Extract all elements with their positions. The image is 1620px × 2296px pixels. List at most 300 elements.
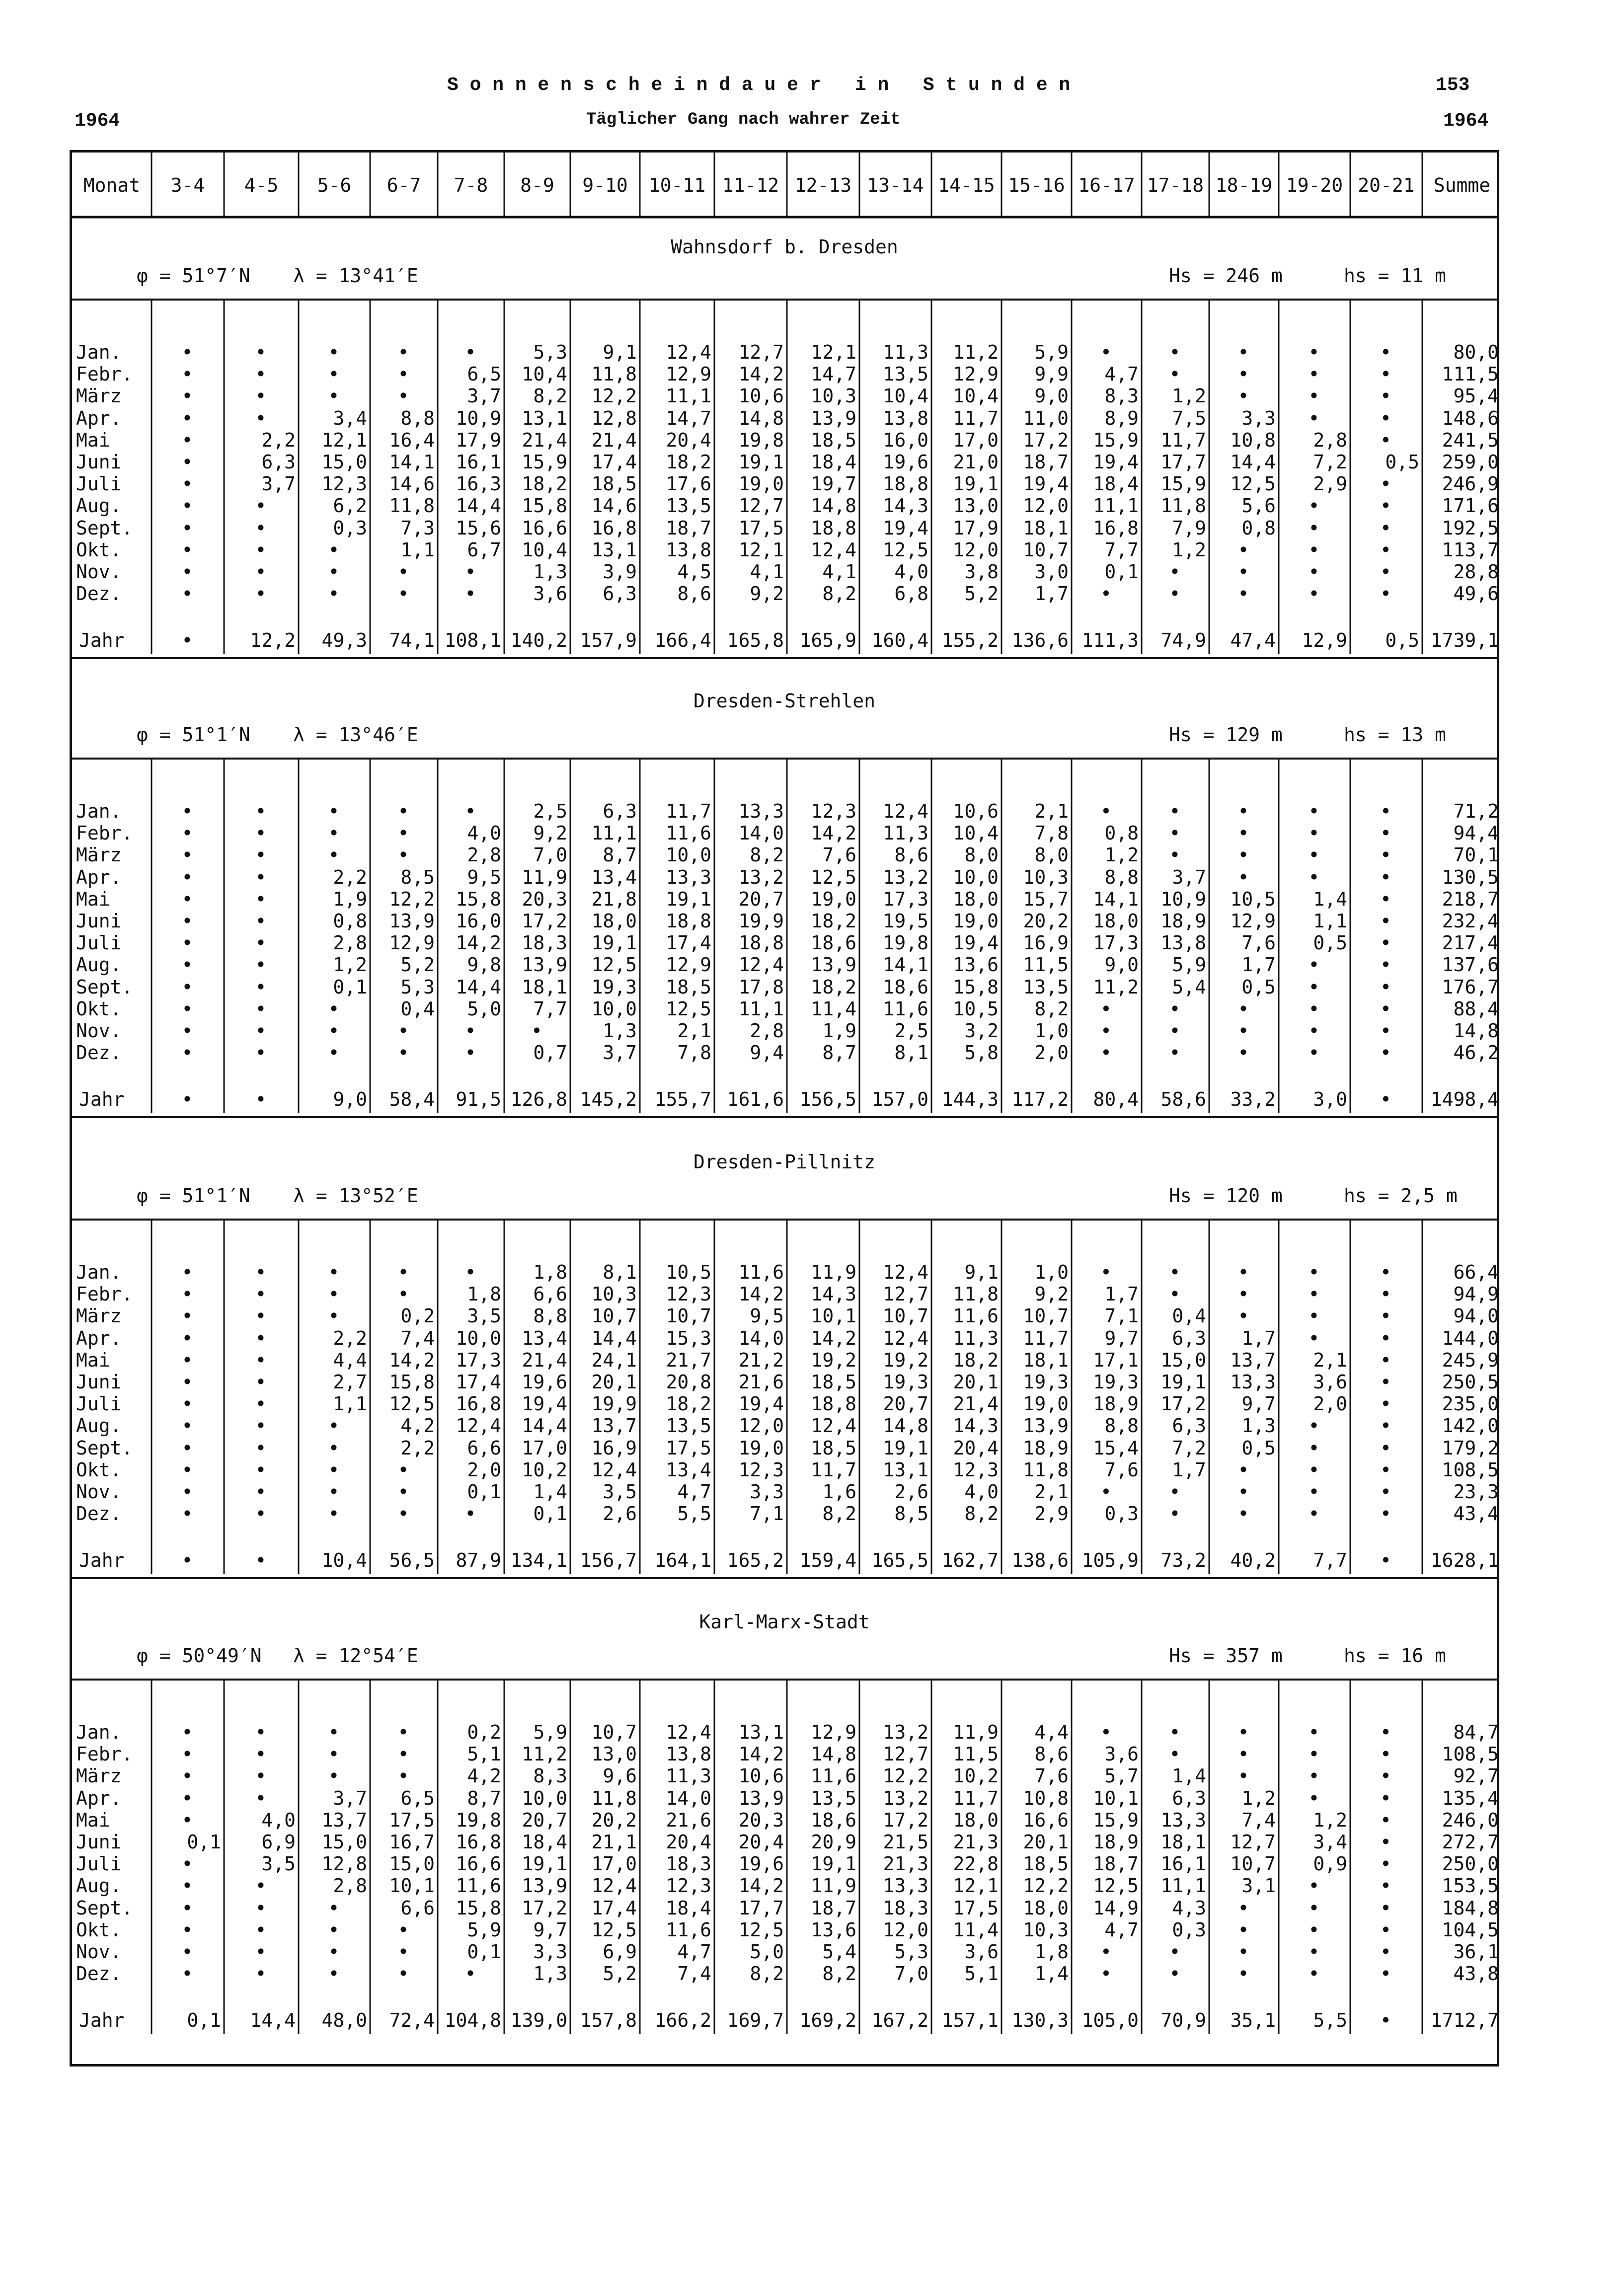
table-cell: 12,2 bbox=[591, 385, 637, 407]
table-cell: 13,2 bbox=[738, 866, 784, 888]
table-cell: • bbox=[397, 1765, 409, 1787]
year-total-cell: 1739,1 bbox=[1430, 629, 1499, 651]
table-cell: • bbox=[1100, 1481, 1112, 1503]
table-cell: 5,9 bbox=[467, 1918, 501, 1941]
table-cell: • bbox=[255, 1721, 267, 1743]
table-cell: 12,1 bbox=[953, 1875, 999, 1897]
table-cell: 80,0 bbox=[1453, 341, 1499, 363]
table-cell: 18,5 bbox=[811, 1371, 856, 1393]
table-cell: 43,4 bbox=[1453, 1503, 1499, 1525]
month-label: Jan. bbox=[76, 800, 122, 822]
table-cell: • bbox=[1308, 1283, 1320, 1305]
table-cell: 1,3 bbox=[1241, 1415, 1276, 1437]
table-cell: 2,1 bbox=[677, 1020, 711, 1042]
table-cell: 171,6 bbox=[1442, 495, 1499, 517]
table-cell: 250,0 bbox=[1442, 1853, 1499, 1875]
table-cell: 17,3 bbox=[456, 1349, 501, 1371]
column-header-hour: 9-10 bbox=[582, 174, 628, 196]
table-cell: 12,7 bbox=[883, 1743, 928, 1765]
station-height-label: Hs = 357 m bbox=[1169, 1645, 1283, 1667]
table-cell: 16,6 bbox=[456, 1853, 501, 1875]
table-cell: 14,8 bbox=[738, 407, 784, 429]
table-cell: 18,1 bbox=[1023, 517, 1069, 539]
table-cell: 16,9 bbox=[591, 1437, 637, 1459]
table-cell: 11,9 bbox=[811, 1875, 856, 1897]
column-header-hour: 14-15 bbox=[938, 174, 995, 196]
table-cell: 144,0 bbox=[1442, 1327, 1499, 1349]
table-cell: 192,5 bbox=[1442, 517, 1499, 539]
table-cell: 19,4 bbox=[883, 517, 928, 539]
table-cell: • bbox=[1169, 844, 1181, 866]
table-cell: 4,4 bbox=[1034, 1721, 1069, 1743]
table-cell: • bbox=[1380, 997, 1391, 1020]
table-cell: 1,3 bbox=[603, 1020, 637, 1042]
table-cell: • bbox=[1308, 1743, 1320, 1765]
table-cell: 21,6 bbox=[666, 1809, 711, 1831]
table-cell: 11,5 bbox=[1023, 954, 1069, 976]
table-cell: • bbox=[181, 1261, 193, 1283]
year-total-cell: 80,4 bbox=[1093, 1088, 1139, 1110]
year-total-cell: 156,7 bbox=[580, 1549, 637, 1571]
table-cell: • bbox=[1380, 1941, 1391, 1963]
year-total-cell: 155,7 bbox=[654, 1088, 711, 1110]
table-cell: 7,1 bbox=[1104, 1305, 1139, 1327]
year-total-cell: 167,2 bbox=[871, 2009, 928, 2031]
year-total-cell: 165,5 bbox=[871, 1549, 928, 1571]
table-cell: 9,7 bbox=[1104, 1327, 1139, 1349]
table-cell: 10,7 bbox=[666, 1305, 711, 1327]
table-cell: 15,0 bbox=[321, 451, 367, 473]
table-cell: • bbox=[397, 844, 409, 866]
table-cell: 1,7 bbox=[1172, 1458, 1206, 1481]
table-cell: • bbox=[397, 1020, 409, 1042]
table-cell: 15,0 bbox=[321, 1831, 367, 1853]
table-cell: 11,1 bbox=[738, 997, 784, 1020]
table-cell: 10,9 bbox=[456, 407, 501, 429]
table-cell: 12,5 bbox=[389, 1393, 435, 1415]
table-cell: • bbox=[1237, 1020, 1249, 1042]
table-cell: 7,5 bbox=[1172, 407, 1206, 429]
table-cell: 8,2 bbox=[964, 1503, 999, 1525]
table-cell: 3,6 bbox=[1313, 1371, 1347, 1393]
table-cell: 19,0 bbox=[1023, 1393, 1069, 1415]
table-cell: • bbox=[1380, 1503, 1391, 1525]
table-cell: • bbox=[1237, 1897, 1249, 1919]
table-cell: • bbox=[1237, 583, 1249, 605]
table-cell: • bbox=[1308, 866, 1320, 888]
table-cell: • bbox=[181, 1393, 193, 1415]
table-cell: • bbox=[1380, 1787, 1391, 1809]
year-total-label: Jahr bbox=[79, 2009, 125, 2031]
table-cell: 12,4 bbox=[456, 1415, 501, 1437]
column-header-hour: 11-12 bbox=[722, 174, 779, 196]
column-header-hour: 10-11 bbox=[648, 174, 706, 196]
table-cell: 15,8 bbox=[953, 976, 999, 998]
table-cell: 18,4 bbox=[811, 451, 856, 473]
table-cell: 28,8 bbox=[1453, 561, 1499, 583]
table-cell: 1,1 bbox=[400, 538, 435, 561]
year-total-cell: 117,2 bbox=[1011, 1088, 1069, 1110]
table-cell: 3,7 bbox=[261, 473, 296, 495]
year-total-cell: 157,8 bbox=[580, 2009, 637, 2031]
month-label: Juli bbox=[76, 932, 122, 954]
table-cell: 11,3 bbox=[666, 1765, 711, 1787]
year-total-cell: • bbox=[181, 1088, 193, 1110]
table-cell: • bbox=[464, 1503, 476, 1525]
year-total-cell: 47,4 bbox=[1230, 629, 1276, 651]
table-cell: 13,5 bbox=[1023, 976, 1069, 998]
month-label: Nov. bbox=[76, 1481, 122, 1503]
table-cell: 11,5 bbox=[953, 1743, 999, 1765]
table-cell: • bbox=[255, 932, 267, 954]
table-cell: • bbox=[255, 1042, 267, 1064]
table-cell: 19,4 bbox=[1023, 473, 1069, 495]
table-cell: 6,6 bbox=[467, 1437, 501, 1459]
table-cell: 94,4 bbox=[1453, 822, 1499, 844]
table-cell: 9,0 bbox=[1034, 385, 1069, 407]
table-cell: 10,0 bbox=[456, 1327, 501, 1349]
table-cell: • bbox=[1380, 910, 1391, 932]
table-cell: 12,3 bbox=[738, 1458, 784, 1481]
table-cell: 1,2 bbox=[1172, 385, 1206, 407]
table-cell: 5,3 bbox=[894, 1941, 928, 1963]
table-cell: 9,7 bbox=[1241, 1393, 1276, 1415]
table-cell: • bbox=[1237, 1721, 1249, 1743]
table-cell: 19,1 bbox=[522, 1853, 567, 1875]
table-cell: • bbox=[1308, 1415, 1320, 1437]
table-cell: 5,0 bbox=[750, 1941, 784, 1963]
year-total-cell: 49,3 bbox=[321, 629, 367, 651]
table-cell: • bbox=[1237, 1941, 1249, 1963]
table-cell: 0,5 bbox=[1241, 1437, 1276, 1459]
table-cell: 19,1 bbox=[1160, 1371, 1206, 1393]
table-cell: 21,8 bbox=[591, 888, 637, 910]
table-cell: 4,2 bbox=[467, 1765, 501, 1787]
table-cell: • bbox=[328, 1305, 340, 1327]
table-cell: 21,0 bbox=[953, 451, 999, 473]
table-cell: 14,2 bbox=[738, 1283, 784, 1305]
longitude-label: λ = 13°52′E bbox=[293, 1185, 418, 1207]
table-cell: 153,5 bbox=[1442, 1875, 1499, 1897]
year-total-cell: 136,6 bbox=[1011, 629, 1069, 651]
table-cell: 6,6 bbox=[400, 1897, 435, 1919]
table-cell: 8,5 bbox=[400, 866, 435, 888]
table-cell: 14,2 bbox=[811, 1327, 856, 1349]
table-cell: • bbox=[1237, 1305, 1249, 1327]
table-cell: 11,0 bbox=[1023, 407, 1069, 429]
table-cell: 88,4 bbox=[1453, 997, 1499, 1020]
table-cell: 17,4 bbox=[666, 932, 711, 954]
table-cell: 14,3 bbox=[811, 1283, 856, 1305]
column-header-hour: 17-18 bbox=[1147, 174, 1204, 196]
table-cell: 19,0 bbox=[811, 888, 856, 910]
table-cell: 0,4 bbox=[400, 997, 435, 1020]
table-cell: 7,6 bbox=[1034, 1765, 1069, 1787]
longitude-label: λ = 12°54′E bbox=[293, 1645, 418, 1667]
table-cell: • bbox=[1380, 341, 1391, 363]
table-cell: 95,4 bbox=[1453, 385, 1499, 407]
table-cell: 5,0 bbox=[467, 997, 501, 1020]
table-cell: 12,9 bbox=[389, 932, 435, 954]
table-cell: 108,5 bbox=[1442, 1743, 1499, 1765]
table-cell: • bbox=[1308, 538, 1320, 561]
table-cell: • bbox=[464, 1042, 476, 1064]
table-cell: • bbox=[1308, 1941, 1320, 1963]
table-cell: • bbox=[1380, 538, 1391, 561]
table-cell: 9,9 bbox=[1034, 363, 1069, 385]
table-cell: 8,2 bbox=[750, 1963, 784, 1985]
table-cell: 4,0 bbox=[467, 822, 501, 844]
table-cell: 16,1 bbox=[456, 451, 501, 473]
table-cell: 19,0 bbox=[738, 473, 784, 495]
table-cell: 245,9 bbox=[1442, 1349, 1499, 1371]
table-cell: 10,7 bbox=[1023, 538, 1069, 561]
table-cell: 12,2 bbox=[883, 1765, 928, 1787]
table-cell: • bbox=[328, 385, 340, 407]
table-cell: • bbox=[1237, 1042, 1249, 1064]
table-cell: 12,3 bbox=[321, 473, 367, 495]
table-cell: 137,6 bbox=[1442, 954, 1499, 976]
table-cell: • bbox=[328, 1765, 340, 1787]
table-cell: • bbox=[328, 583, 340, 605]
year-total-cell: 134,1 bbox=[510, 1549, 567, 1571]
year-total-cell: 157,0 bbox=[871, 1088, 928, 1110]
month-label: Apr. bbox=[76, 1787, 122, 1809]
table-cell: • bbox=[1237, 866, 1249, 888]
table-cell: • bbox=[328, 1918, 340, 1941]
table-cell: 12,8 bbox=[321, 1853, 367, 1875]
table-cell: 21,1 bbox=[591, 1831, 637, 1853]
table-cell: 2,9 bbox=[1313, 473, 1347, 495]
station-height-label: Hs = 120 m bbox=[1169, 1185, 1283, 1207]
year-total-cell: • bbox=[255, 1088, 267, 1110]
table-cell: 8,7 bbox=[467, 1787, 501, 1809]
table-cell: • bbox=[397, 1963, 409, 1985]
table-cell: • bbox=[397, 363, 409, 385]
table-cell: 3,3 bbox=[750, 1481, 784, 1503]
table-cell: 9,7 bbox=[533, 1918, 567, 1941]
year-total-cell: • bbox=[255, 1549, 267, 1571]
table-cell: • bbox=[328, 1437, 340, 1459]
table-cell: 10,0 bbox=[591, 997, 637, 1020]
table-cell: 3,9 bbox=[603, 561, 637, 583]
table-cell: • bbox=[1380, 1415, 1391, 1437]
month-label: Nov. bbox=[76, 1020, 122, 1042]
table-cell: 232,4 bbox=[1442, 910, 1499, 932]
table-cell: 7,6 bbox=[822, 844, 856, 866]
table-cell: 9,2 bbox=[750, 583, 784, 605]
table-cell: 6,8 bbox=[894, 583, 928, 605]
table-cell: 1,2 bbox=[1104, 844, 1139, 866]
table-cell: • bbox=[255, 866, 267, 888]
column-header-month: Monat bbox=[83, 174, 141, 196]
table-cell: • bbox=[1169, 1261, 1181, 1283]
table-cell: 11,8 bbox=[1023, 1458, 1069, 1481]
table-cell: 14,6 bbox=[389, 473, 435, 495]
table-cell: • bbox=[181, 407, 193, 429]
column-header-hour: 13-14 bbox=[867, 174, 924, 196]
table-cell: • bbox=[1380, 407, 1391, 429]
table-cell: 16,0 bbox=[456, 910, 501, 932]
table-cell: 17,7 bbox=[738, 1897, 784, 1919]
table-cell: • bbox=[255, 341, 267, 363]
table-cell: 10,4 bbox=[953, 822, 999, 844]
table-cell: 2,0 bbox=[467, 1458, 501, 1481]
table-cell: 7,9 bbox=[1172, 517, 1206, 539]
table-cell: 272,7 bbox=[1442, 1831, 1499, 1853]
table-cell: • bbox=[181, 1020, 193, 1042]
table-cell: • bbox=[1100, 1941, 1112, 1963]
table-cell: 0,5 bbox=[1385, 451, 1419, 473]
table-cell: 8,2 bbox=[822, 583, 856, 605]
table-cell: 142,0 bbox=[1442, 1415, 1499, 1437]
table-cell: 13,8 bbox=[883, 407, 928, 429]
table-cell: 12,7 bbox=[738, 341, 784, 363]
table-cell: • bbox=[255, 583, 267, 605]
table-cell: 3,5 bbox=[261, 1853, 296, 1875]
table-cell: • bbox=[255, 910, 267, 932]
table-cell: • bbox=[1380, 1853, 1391, 1875]
table-cell: 12,5 bbox=[1093, 1875, 1139, 1897]
table-cell: 2,6 bbox=[894, 1481, 928, 1503]
table-cell: 113,7 bbox=[1442, 538, 1499, 561]
table-cell: 12,2 bbox=[389, 888, 435, 910]
table-cell: 13,9 bbox=[1023, 1415, 1069, 1437]
month-label: Febr. bbox=[76, 822, 133, 844]
table-cell: • bbox=[328, 1283, 340, 1305]
table-cell: 2,6 bbox=[603, 1503, 637, 1525]
table-cell: • bbox=[1100, 1020, 1112, 1042]
table-cell: 19,1 bbox=[953, 473, 999, 495]
table-cell: 135,4 bbox=[1442, 1787, 1499, 1809]
table-cell: 11,1 bbox=[1093, 495, 1139, 517]
year-total-cell: 72,4 bbox=[389, 2009, 435, 2031]
table-cell: • bbox=[181, 1897, 193, 1919]
table-cell: • bbox=[1308, 1481, 1320, 1503]
table-cell: 6,9 bbox=[603, 1941, 637, 1963]
table-cell: 10,6 bbox=[953, 800, 999, 822]
year-total-cell: • bbox=[181, 629, 193, 651]
year-total-cell: 169,2 bbox=[799, 2009, 856, 2031]
table-cell: 20,7 bbox=[522, 1809, 567, 1831]
month-label: Okt. bbox=[76, 1458, 122, 1481]
column-header-sum: Summe bbox=[1433, 174, 1491, 196]
table-cell: 6,3 bbox=[603, 800, 637, 822]
table-cell: • bbox=[1169, 1283, 1181, 1305]
table-cell: 17,9 bbox=[456, 429, 501, 451]
table-cell: • bbox=[1237, 1743, 1249, 1765]
table-cell: • bbox=[1380, 1371, 1391, 1393]
table-cell: 5,7 bbox=[1104, 1765, 1139, 1787]
table-cell: 9,8 bbox=[467, 954, 501, 976]
table-cell: 11,2 bbox=[953, 341, 999, 363]
table-cell: • bbox=[397, 822, 409, 844]
table-cell: 179,2 bbox=[1442, 1437, 1499, 1459]
table-cell: • bbox=[181, 1042, 193, 1064]
table-cell: 13,3 bbox=[1160, 1809, 1206, 1831]
month-label: Nov. bbox=[76, 561, 122, 583]
month-label: Juni bbox=[76, 1831, 122, 1853]
table-cell: • bbox=[1380, 561, 1391, 583]
table-cell: 0,2 bbox=[467, 1721, 501, 1743]
month-label: Okt. bbox=[76, 538, 122, 561]
table-cell: 21,4 bbox=[522, 1349, 567, 1371]
table-cell: 66,4 bbox=[1453, 1261, 1499, 1283]
table-cell: 0,1 bbox=[533, 1503, 567, 1525]
table-cell: 8,1 bbox=[603, 1261, 637, 1283]
month-label: Dez. bbox=[76, 1503, 122, 1525]
table-cell: 1,1 bbox=[1313, 910, 1347, 932]
table-cell: 8,0 bbox=[964, 844, 999, 866]
table-cell: 8,1 bbox=[894, 1042, 928, 1064]
table-cell: • bbox=[181, 1349, 193, 1371]
table-cell: • bbox=[1380, 1327, 1391, 1349]
table-cell: 7,0 bbox=[894, 1963, 928, 1985]
table-cell: • bbox=[1380, 976, 1391, 998]
table-cell: 13,1 bbox=[522, 407, 567, 429]
table-cell: 7,4 bbox=[1241, 1809, 1276, 1831]
table-cell: • bbox=[1380, 1283, 1391, 1305]
sunshine-table bbox=[70, 150, 1499, 2066]
month-label: Mai bbox=[76, 429, 110, 451]
table-cell: 6,3 bbox=[1172, 1415, 1206, 1437]
table-cell: 18,5 bbox=[811, 1437, 856, 1459]
table-cell: 19,0 bbox=[953, 910, 999, 932]
table-cell: 5,2 bbox=[964, 583, 999, 605]
table-cell: • bbox=[255, 1743, 267, 1765]
table-cell: 2,8 bbox=[750, 1020, 784, 1042]
table-cell: • bbox=[1237, 1503, 1249, 1525]
table-cell: 17,9 bbox=[953, 517, 999, 539]
table-cell: 12,5 bbox=[591, 954, 637, 976]
table-cell: 18,0 bbox=[1023, 1897, 1069, 1919]
table-cell: 20,2 bbox=[1023, 910, 1069, 932]
table-cell: 18,1 bbox=[522, 976, 567, 998]
table-cell: 10,3 bbox=[1023, 1918, 1069, 1941]
table-cell: • bbox=[181, 1481, 193, 1503]
table-cell: • bbox=[1308, 1897, 1320, 1919]
table-cell: • bbox=[1308, 822, 1320, 844]
table-cell: 13,1 bbox=[738, 1721, 784, 1743]
table-cell: 12,9 bbox=[1230, 910, 1276, 932]
table-cell: • bbox=[1308, 407, 1320, 429]
table-cell: • bbox=[1308, 1458, 1320, 1481]
table-cell: 18,7 bbox=[811, 1897, 856, 1919]
table-cell: 2,5 bbox=[533, 800, 567, 822]
table-cell: 0,8 bbox=[1241, 517, 1276, 539]
table-cell: 20,3 bbox=[522, 888, 567, 910]
table-cell: 5,2 bbox=[603, 1963, 637, 1985]
table-cell: 10,1 bbox=[1093, 1787, 1139, 1809]
table-cell: 17,2 bbox=[522, 910, 567, 932]
table-cell: 11,3 bbox=[883, 341, 928, 363]
table-cell: 15,4 bbox=[1093, 1437, 1139, 1459]
table-cell: • bbox=[181, 1918, 193, 1941]
year-total-cell: 155,2 bbox=[941, 629, 999, 651]
table-cell: • bbox=[255, 1875, 267, 1897]
table-cell: • bbox=[255, 1305, 267, 1327]
table-cell: • bbox=[1380, 954, 1391, 976]
table-cell: 1,2 bbox=[1172, 538, 1206, 561]
table-cell: 0,4 bbox=[1172, 1305, 1206, 1327]
table-cell: 0,3 bbox=[333, 517, 367, 539]
year-total-cell: 157,1 bbox=[941, 2009, 999, 2031]
year-total-label: Jahr bbox=[79, 1088, 125, 1110]
month-label: Febr. bbox=[76, 363, 133, 385]
table-cell: • bbox=[464, 800, 476, 822]
table-cell: 71,2 bbox=[1453, 800, 1499, 822]
table-cell: 250,5 bbox=[1442, 1371, 1499, 1393]
